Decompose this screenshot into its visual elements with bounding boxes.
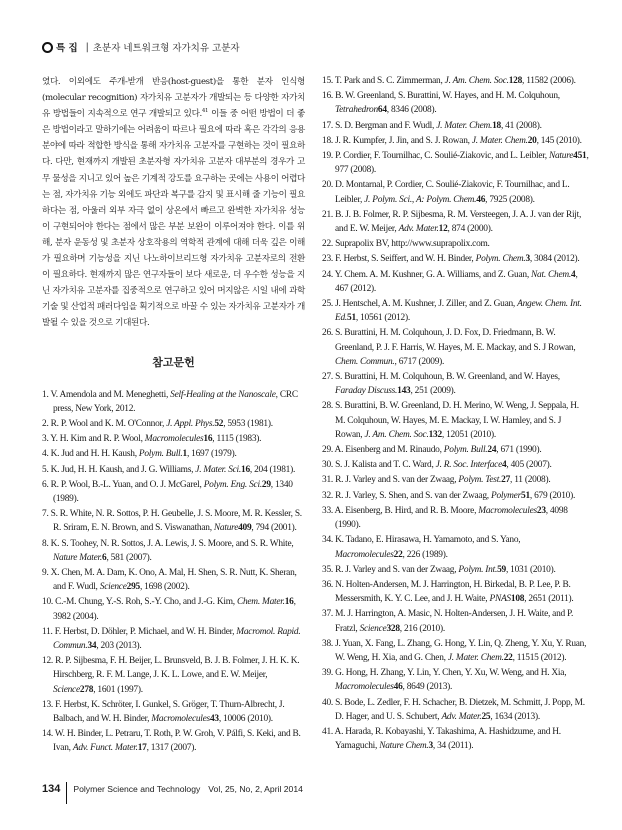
reference-details: , 467 (2012). — [335, 269, 578, 294]
section-label: 특 집 — [56, 43, 78, 54]
reference-number: 18. — [322, 135, 333, 146]
reference-authors: R. P. Wool, B.-L. Yuan, and O. J. McGarel, — [50, 479, 204, 490]
reference-journal: Polymer — [490, 490, 521, 501]
reference-authors: K. Jud and H. H. Kaush, — [50, 449, 139, 460]
reference-number: 35. — [322, 564, 333, 575]
reference-item — [322, 489, 590, 503]
reference-item — [42, 507, 305, 535]
reference-authors: A. Eisenberg, B. Hird, and R. B. Moore, — [334, 505, 479, 516]
reference-authors: R. J. Varley and S. van der Zwaag, — [335, 475, 459, 486]
reference-authors: V. Amendola and M. Meneghetti, — [50, 389, 171, 400]
reference-number: 10. — [42, 597, 53, 608]
reference-item — [42, 727, 305, 755]
reference-volume: 132 — [428, 429, 442, 440]
reference-number: 22. — [322, 239, 333, 250]
reference-details: , 34 (2011). — [432, 741, 474, 752]
reference-authors: T. Park and S. C. Zimmerman, — [334, 76, 445, 86]
reference-authors: S. R. White, N. R. Sottos, P. H. Geubelle, J. S. Moore, M. R. Kessler, S. R. Sriram, E. N. Brown, and S. Viswanathan, — [50, 509, 302, 534]
reference-details: , 1317 (2007). — [146, 743, 197, 754]
reference-item — [322, 178, 590, 206]
reference-details: , 11515 (2012). — [512, 652, 567, 663]
reference-number: 36. — [322, 579, 333, 590]
reference-authors: S. Burattini, H. M. Colquhoun, B. W. Greenland, and W. Hayes, — [335, 372, 560, 383]
reference-details: , 4098 (1990). — [335, 505, 568, 531]
reference-details: , 794 (2001). — [251, 523, 297, 534]
reference-details: , 2651 (2011). — [524, 594, 574, 605]
reference-details: , 3982 (2004). — [53, 597, 296, 622]
reference-journal: J. Appl. Phys. — [166, 418, 215, 429]
reference-volume: 51 — [521, 490, 530, 501]
reference-details: , 10561 (2012). — [355, 313, 410, 324]
reference-authors: G. Hong, H. Zhang, Y. Lin, Y. Chen, Y. Xu, W. Weng, and H. Xia, — [335, 668, 567, 679]
reference-item — [322, 252, 590, 266]
reference-details: , 581 (2007). — [106, 552, 152, 563]
reference-list-right — [322, 74, 590, 753]
reference-volume: 22 — [503, 652, 513, 663]
reference-volume: 16 — [241, 464, 250, 475]
reference-number: 38. — [322, 638, 333, 649]
reference-item — [42, 654, 305, 697]
reference-item — [322, 696, 590, 724]
reference-authors: J. Hentschel, A. M. Kushner, J. Ziller, and Z. Guan, — [335, 299, 518, 310]
reference-list-left — [42, 388, 305, 756]
reference-journal: Nature Chem. — [379, 741, 429, 752]
reference-details: , 1697 (1979). — [186, 449, 237, 460]
reference-details: , 8346 (2008). — [386, 105, 437, 116]
reference-item — [42, 625, 305, 653]
reference-volume: 143 — [397, 386, 411, 397]
reference-number: 27. — [322, 372, 333, 383]
reference-authors: J. Yuan, X. Fang, L. Zhang, G. Hong, Y. Lin, Q. Zheng, Y. Xu, Y. Ruan, W. Weng, H. Xia, and G. Chen, — [335, 638, 587, 663]
reference-volume: 4 — [501, 460, 507, 471]
reference-details: , 6717 (2009). — [394, 356, 445, 367]
reference-number: 14. — [42, 729, 53, 740]
reference-volume: 3 — [428, 741, 433, 752]
reference-details: , CRC press, New York, 2012. — [53, 389, 298, 414]
reference-number: 31. — [322, 475, 333, 486]
header-separator: | — [85, 41, 89, 53]
reference-authors: X. Chen, M. A. Dam, K. Ono, A. Mal, H. Shen, S. R. Nutt, K. Sheran, and F. Wudl, — [50, 567, 297, 593]
reference-number: 15. — [322, 76, 333, 86]
reference-details: , 1340 (1989). — [53, 479, 293, 504]
header-topic: 초분자 네트워크형 자가치유 고분자 — [92, 43, 240, 54]
reference-journal: J. Mater. Chem. — [436, 120, 493, 131]
reference-journal: J. Mater. Chem. — [447, 652, 504, 663]
reference-journal: Polym. Bull. — [138, 449, 183, 460]
reference-details: , 204 (1981). — [249, 464, 296, 475]
reference-number: 4. — [42, 449, 49, 460]
reference-journal: PNAS — [489, 594, 511, 605]
reference-journal: Faraday Discuss. — [335, 386, 398, 397]
reference-item — [42, 417, 305, 431]
reference-journal: Chem. Mater. — [236, 597, 285, 608]
reference-details: , 8649 (2013). — [402, 682, 453, 693]
reference-authors: P. Cordier, F. Tournilhac, C. Soulié-Ziakovic, and L. Leibler, — [335, 151, 549, 162]
reference-details: , 11582 (2006). — [522, 76, 576, 86]
reference-number: 37. — [322, 609, 333, 620]
reference-details: , 216 (2010). — [399, 623, 445, 634]
reference-journal: Polym. Test. — [458, 475, 502, 486]
reference-journal: Nat. Chem. — [531, 269, 571, 280]
reference-authors: F. Herbst, D. Döhler, P. Michael, and W. H. Binder, — [54, 626, 237, 637]
citation-superscript: 41 — [201, 108, 209, 115]
reference-number: 24. — [322, 269, 333, 280]
reference-journal: Science — [53, 684, 80, 695]
reference-authors: B. W. Greenland, S. Burattini, W. Hayes, and H. M. Colquhoun, — [335, 91, 560, 102]
reference-item — [322, 504, 590, 532]
reference-authors: J. R. Kumpfer, J. Jin, and S. J. Rowan, — [335, 135, 472, 146]
reference-volume: 16 — [284, 597, 294, 608]
reference-item — [42, 447, 305, 461]
reference-volume: 12 — [438, 224, 448, 235]
reference-number: 40. — [322, 697, 333, 708]
reference-authors: Suprapolix BV, http://www.suprapolix.com. — [335, 239, 490, 250]
reference-authors: C.-M. Chung, Y.-S. Roh, S.-Y. Cho, and J.-G. Kim, — [55, 597, 237, 608]
reference-volume: 29 — [261, 479, 271, 490]
reference-details: , 5953 (1981). — [223, 418, 273, 429]
reference-item — [322, 578, 590, 606]
reference-item — [42, 537, 305, 565]
reference-details: , 203 (2013). — [96, 640, 142, 651]
reference-volume: 16 — [203, 434, 213, 445]
reference-volume: 17 — [137, 743, 147, 754]
reference-item — [322, 458, 590, 472]
reference-item — [42, 463, 305, 477]
reference-item — [322, 297, 590, 325]
circle-bullet-icon — [42, 42, 53, 53]
reference-volume: 128 — [508, 76, 523, 86]
reference-authors: F. Herbst, K. Schröter, I. Gunkel, S. Gröger, T. Thurn-Albrecht, J. Balbach, and W. H. Binder, — [53, 699, 285, 724]
reference-details: , 679 (2010). — [529, 490, 576, 501]
reference-number: 21. — [322, 209, 333, 220]
reference-item — [322, 326, 590, 369]
reference-number: 1. — [42, 389, 49, 400]
volume-info: Vol, 25, No, 2, April 2014 — [208, 784, 303, 794]
reference-number: 3. — [42, 434, 49, 445]
reference-journal: Science — [99, 582, 127, 593]
reference-volume: 295 — [126, 582, 140, 593]
reference-journal: J. Am. Chem. Soc. — [444, 76, 509, 86]
reference-item — [42, 478, 305, 506]
reference-journal: J. Mater. Chem. — [471, 135, 528, 146]
reference-volume: 20 — [527, 135, 537, 146]
reference-number: 32. — [322, 490, 333, 501]
reference-item — [322, 473, 590, 487]
reference-volume: 46 — [393, 682, 403, 693]
reference-number: 2. — [42, 418, 49, 429]
reference-journal: Macromolecules — [151, 713, 210, 724]
reference-journal: Polym. Int. — [458, 564, 498, 575]
reference-volume: 328 — [386, 623, 400, 634]
reference-authors: F. Herbst, S. Seiffert, and W. H. Binder, — [335, 254, 476, 265]
reference-details: , 41 (2008). — [500, 120, 542, 131]
reference-authors: R. P. Wool and K. M. O'Connor, — [50, 418, 167, 429]
reference-journal: Polym. Bull. — [443, 445, 488, 456]
reference-details: , 10006 (2010). — [218, 713, 273, 724]
reference-number: 20. — [322, 180, 333, 191]
reference-journal: J. Mater. Sci. — [195, 464, 242, 475]
reference-details: , 671 (1990). — [496, 445, 542, 456]
reference-journal: J. Polym. Sci., A: Polym. Chem. — [364, 194, 477, 205]
reference-volume: 4 — [571, 269, 576, 280]
reference-journal: Self-Healing at the Nanoscale — [170, 389, 276, 400]
reference-authors: S. Burattini, H. M. Colquhoun, J. D. Fox, D. Friedmann, B. W. Greenland, P. J. F. Harris, W. Hayes, M. E. Mackay, and S. J Rowan, — [335, 328, 576, 353]
reference-item — [322, 370, 590, 398]
reference-item — [42, 698, 305, 726]
reference-item — [322, 268, 590, 296]
reference-item — [322, 208, 590, 236]
reference-authors: Y. Chem. A. M. Kushner, G. A. Williams, and Z. Guan, — [334, 269, 532, 280]
reference-journal: Macromolecules — [335, 682, 394, 693]
right-column — [322, 74, 590, 754]
reference-number: 13. — [42, 699, 53, 710]
reference-journal: Polym. Eng. Sci. — [203, 479, 262, 490]
reference-volume: 22 — [393, 549, 403, 560]
reference-details: , 226 (1989). — [402, 549, 448, 560]
reference-item — [322, 149, 590, 177]
reference-number: 8. — [42, 538, 49, 549]
reference-journal: Chem. Commun. — [335, 356, 395, 367]
reference-number: 28. — [322, 401, 333, 412]
reference-details: , 12051 (2010). — [441, 429, 496, 440]
reference-volume: 23 — [536, 505, 546, 516]
running-header — [42, 40, 240, 54]
reference-details: , 7925 (2008). — [485, 194, 535, 205]
reference-journal: J. Am. Chem. Soc. — [364, 429, 429, 440]
reference-number: 26. — [322, 328, 333, 339]
reference-authors: N. Holten-Andersen, M. J. Harrington, H. Birkedal, B. P. Lee, P. B. Messersmith, K. Y. C. Lee, and J. H. Waite, — [335, 579, 571, 605]
reference-volume: 451 — [573, 151, 587, 162]
reference-authors: R. J. Varley, S. Shen, and S. van der Zwaag, — [335, 490, 491, 501]
reference-number: 11. — [42, 626, 53, 637]
reference-authors: B. J. B. Folmer, R. P. Sijbesma, R. M. Versteegen, J. A. J. van der Rijt, and E. W. Meijer, — [335, 209, 582, 235]
reference-item — [322, 134, 590, 148]
reference-journal: Angew. Chem. Int. Ed. — [335, 299, 582, 324]
reference-number: 33. — [322, 505, 333, 516]
reference-details: , 3084 (2012). — [529, 254, 580, 265]
left-column — [42, 74, 305, 757]
reference-details: , 1115 (1983). — [212, 434, 262, 445]
reference-item — [322, 443, 590, 457]
reference-number: 41. — [322, 726, 333, 737]
reference-details: , 1031 (2010). — [505, 564, 556, 575]
reference-volume: 1 — [182, 449, 187, 460]
reference-details: , 11 (2008). — [510, 475, 551, 486]
footer-divider — [66, 782, 67, 804]
reference-authors: S. D. Bergman and F. Wudl, — [335, 120, 437, 131]
reference-details: , 1601 (1997). — [93, 684, 143, 695]
reference-number: 23. — [322, 254, 333, 265]
reference-item — [42, 595, 305, 623]
reference-authors: S. Bode, L. Zedler, F. H. Schacher, B. Dietzek, M. Schmitt, J. Popp, M. D. Hager, and U. S. Schubert, — [335, 697, 585, 722]
page-number: 134 — [42, 783, 61, 795]
reference-journal: Adv. Funct. Mater. — [72, 743, 138, 754]
reference-details: , 405 (2007). — [506, 460, 552, 471]
reference-number: 17. — [322, 120, 333, 131]
reference-volume: 278 — [79, 684, 94, 695]
reference-journal: Macromol. Rapid. Commun. — [53, 626, 301, 651]
reference-volume: 59 — [497, 564, 506, 575]
reference-authors: Y. H. Kim and R. P. Wool, — [50, 434, 145, 445]
paragraph-text-2: 이들 중 어떤 방법이 더 좋은 방법이라고 말하기에는 어려움이 따르나 필요에 따라 혹은 각각의 응용 분야에 따라 적합한 방식을 통해 자가치유 고분자를 구현하는 것이 필요하다. 다만, 현재까지 개발된 초분자형 자가치유 고분자 대부분의 경우가 고무 물성을 지니고 있어 높은 기계적 강도를 요구하는 곳에는 사용이 어렵다는 점, 자가치유 기능 외에도 파단과 복구를 감지 및 표시해 줄 기능이 필요하다는 점, 아울러 외부 자극 없이 상온에서 빠르고 완벽한 자가치유 성능이 구현되어야 한다는 점에서 많은 부분 보완이 이루어져야 한다. 이를 위해, 분자 운동성 및 초분자 상호작용의 역학적 관계에 대해 더욱 깊은 이해가 필요하며 기능성을 지닌 나노하이브리드형 자가치유 고분자로의 전환이 필요하다. 현재까지 많은 연구자들이 보다 새로운, 더 우수한 성능을 지닌 자가치유 고분자를 집중적으로 연구하고 있어 머지않은 시일 내에 과학 기술 및 산업적 패러다임을 획기적으로 바꿀 수 있는 자가치유 고분자가 개발될 수 있을 것으로 기대된다. — [42, 109, 305, 329]
conclusion-paragraph — [42, 74, 305, 332]
reference-details: , 977 (2008). — [335, 151, 589, 176]
reference-volume: 46 — [476, 194, 486, 205]
reference-journal: Science — [359, 623, 387, 634]
reference-item — [322, 399, 590, 442]
reference-volume: 52 — [214, 418, 224, 429]
reference-authors: R. P. Sijbesma, F. H. Beijer, L. Brunsveld, B. J. B. Folmer, J. H. K. K. Hirschberg, R. F. M. Lange, J. K. L. Lowe, and E. W. Meijer, — [53, 656, 300, 681]
reference-details: , 251 (2009). — [410, 386, 456, 397]
reference-authors: A. Eisenberg and M. Rinaudo, — [334, 445, 444, 456]
reference-authors: R. J. Varley and S. van der Zwaag, — [335, 564, 459, 575]
reference-volume: 24 — [487, 445, 497, 456]
reference-journal: J. R. Soc. Interface — [435, 460, 502, 471]
reference-item — [322, 89, 590, 117]
reference-number: 9. — [42, 567, 49, 578]
reference-item — [322, 607, 590, 635]
reference-journal: Macromolecules — [335, 549, 394, 560]
reference-journal: Macromolecules — [144, 434, 204, 445]
reference-item — [42, 566, 305, 594]
reference-item — [322, 637, 590, 665]
reference-volume: 27 — [501, 475, 511, 486]
reference-authors: S. J. Kalista and T. C. Ward, — [335, 460, 436, 471]
reference-item — [42, 388, 305, 416]
reference-volume: 18 — [492, 120, 501, 131]
reference-details: , 145 (2010). — [536, 135, 582, 146]
reference-journal: Nature Mater. — [53, 552, 103, 563]
reference-number: 19. — [322, 151, 333, 162]
reference-volume: 34 — [87, 640, 97, 651]
reference-number: 34. — [322, 535, 333, 546]
reference-volume: 25 — [481, 711, 491, 722]
reference-details: , 1634 (2013). — [490, 711, 540, 722]
reference-number: 6. — [42, 479, 49, 490]
reference-item — [42, 432, 305, 446]
reference-journal: Adv. Mater. — [441, 711, 482, 722]
reference-details: , 1698 (2002). — [139, 582, 190, 593]
reference-volume: 6 — [102, 552, 107, 563]
reference-journal: Nature — [548, 151, 574, 162]
reference-item — [322, 119, 590, 133]
reference-authors: M. J. Harrington, A. Masic, N. Holten-Andersen, J. H. Waite, and P. Fratzl, — [335, 609, 574, 634]
reference-authors: D. Montarnal, P. Cordier, C. Soulié-Ziakovic, F. Tournilhac, and L. Leibler, — [335, 180, 570, 205]
paragraph-text-1: 였다. 이외에도 주개-받개 반응(host-guest)을 통한 분자 인식형(molecular recognition) 자가치유 고분자가 개발되는 등 다양한 자가치유 방법들이 지속적으로 연구 개발되고 있다. — [42, 77, 305, 120]
reference-number: 5. — [42, 464, 49, 475]
reference-authors: W. H. Binder, L. Petraru, T. Roth, P. W. Groh, V. Pálfi, S. Keki, and B. Ivan, — [53, 729, 301, 754]
reference-item — [322, 563, 590, 577]
reference-volume: 409 — [238, 523, 252, 534]
reference-authors: K. Jud, H. H. Kaush, and J. G. Williams, — [50, 464, 196, 475]
reference-number: 30. — [322, 460, 333, 471]
reference-volume: 64 — [377, 105, 387, 116]
reference-authors: K. Tadano, E. Hirasawa, H. Yamamoto, and S. Yano, — [335, 535, 521, 546]
reference-number: 25. — [322, 299, 333, 310]
journal-name: Polymer Science and Technology — [73, 784, 201, 794]
reference-number: 39. — [322, 668, 333, 679]
reference-volume: 43 — [209, 713, 219, 724]
page-footer — [42, 774, 303, 804]
reference-journal: Nature — [213, 523, 239, 534]
reference-volume: 51 — [347, 313, 356, 324]
reference-volume: 108 — [510, 594, 525, 605]
reference-number: 12. — [42, 656, 53, 667]
reference-authors: A. Harada, R. Kobayashi, Y. Takashima, A. Hashidzume, and H. Yamaguchi, — [334, 726, 561, 752]
reference-number: 29. — [322, 445, 333, 456]
reference-journal: Macromolecules — [478, 505, 537, 516]
reference-number: 16. — [322, 91, 333, 102]
reference-item — [322, 533, 590, 561]
references-heading: 참고문헌 — [152, 355, 195, 369]
reference-item — [322, 725, 590, 753]
reference-journal: Tetrahedron — [335, 105, 378, 116]
reference-volume: 3 — [525, 254, 530, 265]
reference-authors: S. Burattini, B. W. Greenland, D. H. Merino, W. Weng, J. Seppala, H. M. Colquhoun, W. Hayes, M. E. Mackay, I. W. Hamley, and S. J Rowan, — [335, 401, 579, 440]
reference-details: , 874 (2000). — [447, 224, 493, 235]
reference-journal: Polym. Chem. — [475, 254, 526, 265]
reference-number: 7. — [42, 509, 49, 520]
reference-item — [322, 666, 590, 694]
reference-item — [322, 237, 590, 251]
reference-journal: Adv. Mater. — [398, 224, 439, 235]
reference-authors: K. S. Toohey, N. R. Sottos, J. A. Lewis, J. S. Moore, and S. R. White, — [50, 538, 294, 549]
reference-item — [322, 74, 590, 88]
